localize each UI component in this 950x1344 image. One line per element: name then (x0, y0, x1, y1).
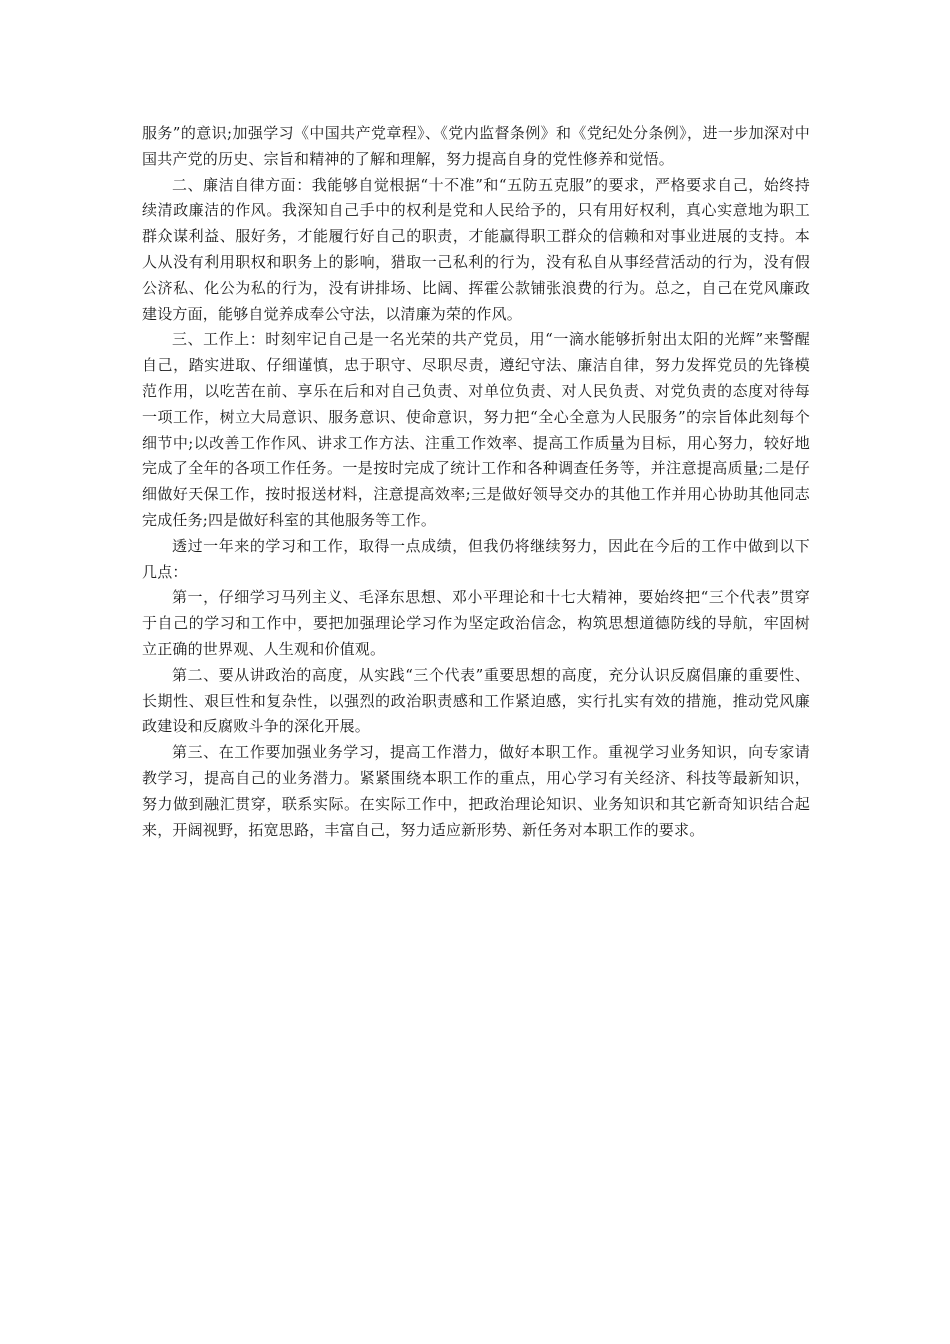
paragraph-study-continuation: 服务”的意识;加强学习《中国共产党章程》、《党内监督条例》和《党纪处分条例》，进一步加深对中国共产党的历史、宗旨和精神的了解和理解，努力提高自身的党性修养和觉悟。 (142, 124, 810, 168)
paragraph-point-one: 第一，仔细学习马列主义、毛泽东思想、邓小平理论和十七大精神，要始终把“三个代表”贯穿于自己的学习和工作中，要把加强理论学习作为坚定政治信念，构筑思想道德防线的导航，牢固树立正确的世界观、人生观和价值观。 (142, 588, 810, 658)
paragraph-work: 三、工作上：时刻牢记自己是一名光荣的共产党员，用“一滴水能够折射出太阳的光辉”来警醒自己，踏实进取、仔细谨慎，忠于职守、尽职尽责，遵纪守法、廉洁自律，努力发挥党员的先锋模范作用，以吃苦在前、享乐在后和对自己负责、对单位负责、对人民负责、对党负责的态度对待每一项工作，树立大局意识、服务意识、使命意识，努力把“全心全意为人民服务”的宗旨体此刻每个细节中;以改善工作作风、讲求工作方法、注重工作效率、提高工作质量为目标，用心努力，较好地完成了全年的各项工作任务。一是按时完成了统计工作和各种调查任务等，并注意提高质量;二是仔细做好天保工作，按时报送材料，注意提高效率;三是做好领导交办的其他工作并用心协助其他同志完成任务;四是做好科室的其他服务等工作。 (142, 330, 810, 529)
paragraph-future-intro: 透过一年来的学习和工作，取得一点成绩，但我仍将继续努力，因此在今后的工作中做到以下几点： (142, 536, 810, 581)
document-page (142, 121, 810, 843)
paragraph-integrity: 二、廉洁自律方面：我能够自觉根据“十不准”和“五防五克服”的要求，严格要求自己，始终持续清政廉洁的作风。我深知自己手中的权利是党和人民给予的，只有用好权利，真心实意地为职工群众谋利益、服好务，才能履行好自己的职责，才能赢得职工群众的信赖和对事业进展的支持。本人从没有利用职权和职务上的影响，猎取一己私利的行为，没有私自从事经营活动的行为，没有假公济私、化公为私的行为，没有讲排场、比阔、挥霍公款铺张浪费的行为。总之，自己在党风廉政建设方面，能够自觉养成奉公守法，以清廉为荣的作风。 (142, 175, 810, 323)
paragraph-point-three: 第三、在工作要加强业务学习，提高工作潜力，做好本职工作。重视学习业务知识，向专家请教学习，提高自己的业务潜力。紧紧围绕本职工作的重点，用心学习有关经济、科技等最新知识，努力做到融汇贯穿，联系实际。在实际工作中，把政治理论知识、业务知识和其它新奇知识结合起来，开阔视野，拓宽思路，丰富自己，努力适应新形势、新任务对本职工作的要求。 (142, 743, 810, 839)
paragraph-point-two: 第二、要从讲政治的高度，从实践“三个代表”重要思想的高度，充分认识反腐倡廉的重要性、长期性、艰巨性和复杂性，以强烈的政治职责感和工作紧迫感，实行扎实有效的措施，推动党风廉政建设和反腐败斗争的深化开展。 (142, 665, 810, 736)
